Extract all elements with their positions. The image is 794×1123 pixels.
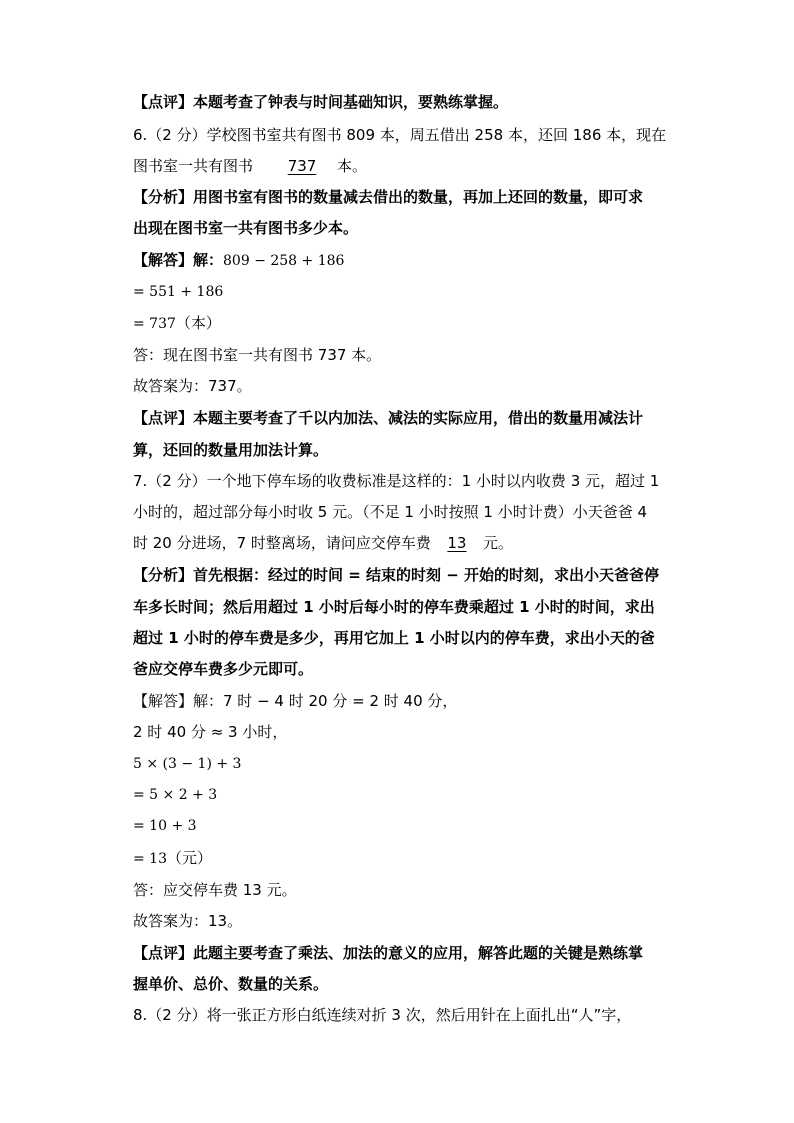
analysis-q7-line-3: 超过 1 小时的停车费是多少，再用它加上 1 小时以内的停车费，求出小天的爸 xyxy=(133,629,655,647)
analysis-q7-line-4: 爸应交停车费多少元即可。 xyxy=(133,660,314,678)
analysis-q6-line-1: 【分析】用图书室有图书的数量减去借出的数量，再加上还回的数量，即可求 xyxy=(133,188,644,206)
answer-blank-737: 737 xyxy=(287,157,317,175)
question-6-line-1: 6.（2 分）学校图书室共有图书 809 本，周五借出 258 本，还回 186 本，现在 xyxy=(133,126,667,144)
analysis-q7-line-2: 车多长时间；然后用超过 1 小时后每小时的停车费乘超过 1 小时的时间，求出 xyxy=(133,598,655,616)
answer-q6: 答：现在图书室一共有图书 737 本。 xyxy=(133,346,382,364)
formula-737: = 737 xyxy=(133,316,176,332)
unit-yuan: （元） xyxy=(167,849,213,867)
comment-q6-line-1: 【点评】本题主要考查了千以内加法、减法的实际应用，借出的数量用减法计 xyxy=(133,409,644,427)
formula-13-line xyxy=(133,848,212,869)
question-7-line-2: 小时的，超过部分每小时收 5 元。（不足 1 小时按照 1 小时计费）小天爸爸 4 xyxy=(133,503,648,521)
formula-10-3: = 10 + 3 xyxy=(133,818,197,834)
question-6-line-2 xyxy=(133,156,367,176)
formula-737-line xyxy=(133,313,221,334)
final-answer-q6: 故答案为：737。 xyxy=(133,377,252,395)
solution-q6-line-1 xyxy=(133,250,344,271)
solution-label: 【解答】解： xyxy=(133,251,224,269)
question-7-suffix: 元。 xyxy=(482,534,513,552)
analysis-q6-line-2: 出现在图书室一共有图书多少本。 xyxy=(133,219,359,237)
formula-551-186: = 551 + 186 xyxy=(133,284,224,300)
comment-q7-line-2: 握单价、总价、数量的关系。 xyxy=(133,975,329,993)
question-8-line-1: 8.（2 分）将一张正方形白纸连续对折 3 次，然后用针在上面扎出“人”字， xyxy=(133,1006,632,1024)
solution-q7-line-2: 2 时 40 分 ≈ 3 小时， xyxy=(133,723,288,741)
question-6-suffix: 本。 xyxy=(337,157,368,175)
question-6-text: 图书室一共有图书 xyxy=(133,157,254,175)
answer-blank-13: 13 xyxy=(447,534,467,552)
comment-q6-line-2: 算，还回的数量用加法计算。 xyxy=(133,441,329,459)
formula-5x2-3: = 5 × 2 + 3 xyxy=(133,787,218,803)
solution-q7-line-1: 【解答】解：7 时 − 4 时 20 分 = 2 时 40 分， xyxy=(133,692,458,710)
answer-q7: 答：应交停车费 13 元。 xyxy=(133,881,297,899)
comment-q7-line-1: 【点评】此题主要考查了乘法、加法的意义的应用，解答此题的关键是熟练掌 xyxy=(133,944,644,962)
final-answer-q7: 故答案为：13。 xyxy=(133,912,243,930)
comment-line-q5: 【点评】本题考查了钟表与时间基础知识，要熟练掌握。 xyxy=(133,93,509,111)
question-7-line-1: 7.（2 分）一个地下停车场的收费标准是这样的：1 小时以内收费 3 元，超过 1 xyxy=(133,472,660,490)
unit-ben: （本） xyxy=(175,314,221,332)
formula-809-258-186: 809 − 258 + 186 xyxy=(223,253,345,269)
formula-5x3-1-3: 5 × (3 − 1) + 3 xyxy=(133,756,242,772)
question-7-text: 时 20 分进场，7 时整离场，请问应交停车费 xyxy=(133,534,431,552)
question-7-line-3 xyxy=(133,533,513,553)
formula-13: = 13 xyxy=(133,851,167,867)
analysis-q7-line-1: 【分析】首先根据：经过的时间 = 结束的时刻 − 开始的时刻，求出小天爸爸停 xyxy=(133,566,660,584)
